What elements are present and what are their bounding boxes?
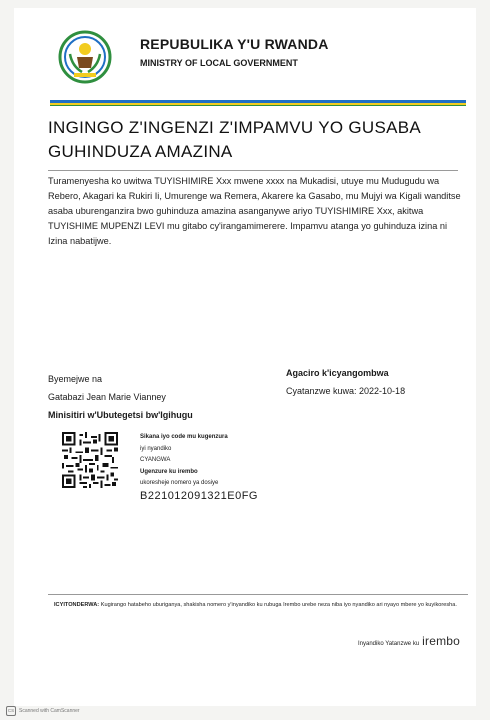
verify-line-5: ukoresheje nomero ya dosiye [140,480,219,486]
document-page [14,8,476,706]
rwanda-coat-of-arms-icon [58,30,112,84]
qr-code-icon[interactable] [62,432,118,488]
verify-line-3: CYANGWA [140,457,171,463]
document-title-line-1: INGINGO Z'INGENZI Z'IMPAMVU YO GUSABA [48,118,422,137]
approver-title: Minisitiri w'Ubutegetsi bw'Igihugu [48,410,193,420]
issued-by-footer [358,634,460,648]
ministry-subtitle: MINISTRY OF LOCAL GOVERNMENT [140,58,298,68]
irembo-logo: irembo [422,634,461,648]
note-lead: ICYITONDERWA: [54,602,100,608]
approval-block [48,370,193,424]
approved-by-label: Byemejwe na [48,374,103,384]
verify-line-2: iyi nyandiko [140,445,172,452]
document-title [48,116,458,171]
validity-label: Agaciro k'icyangombwa [286,368,389,378]
camscanner-icon: CS [6,706,16,716]
scanner-watermark [6,706,80,716]
approver-name: Gatabazi Jean Marie Vianney [48,392,166,402]
warning-note [54,600,464,611]
validity-block [286,364,405,400]
file-number[interactable]: B221012091321E0FG [140,490,258,502]
verify-line-4: Ugenzure ku irembo [140,468,198,475]
country-title: REPUBULIKA Y'U RWANDA [140,36,329,52]
scanner-label: Scanned with CamScanner [19,708,80,714]
issued-by-label: Inyandiko Yatanzwe ku [358,641,420,647]
verify-line-1: Sikana iyo code mu kugenzura [140,434,228,440]
note-text: Kugirango hatabeho uburiganya, shakisha nomero y'inyandiko ku rubuga Irembo urebe neza niba iyo nyandiko ari nyayo mbere yo kuyikoresha. [99,602,457,608]
flag-color-bar [50,100,466,106]
flag-green-stripe [50,105,466,106]
issue-date: Cyatanzwe kuwa: 2022-10-18 [286,386,406,396]
verification-instructions [140,432,228,490]
note-divider [48,594,468,595]
document-title-line-2: GUHINDUZA AMAZINA [48,142,233,161]
document-body: Turamenyesha ko uwitwa TUYISHIMIRE Xxx mwene xxxx na Mukadisi, utuye mu Mudugudu wa Rebero, Akagari ka Rukiri Ii, Umurenge wa Remera, Akarere ka Gasabo, mu Mujyi wa Kigali wanditse asaba uburenganzira bwo guhinduza amazina asanganywe ariyo TUYISHIMIRE Xxx, akitwa TUYISHIME MUPENZI LEVI mu gitabo cy'irangamimerere. Impamvu atanga yo guhinduza izina ni Izina nabatijwe. [48,176,461,246]
